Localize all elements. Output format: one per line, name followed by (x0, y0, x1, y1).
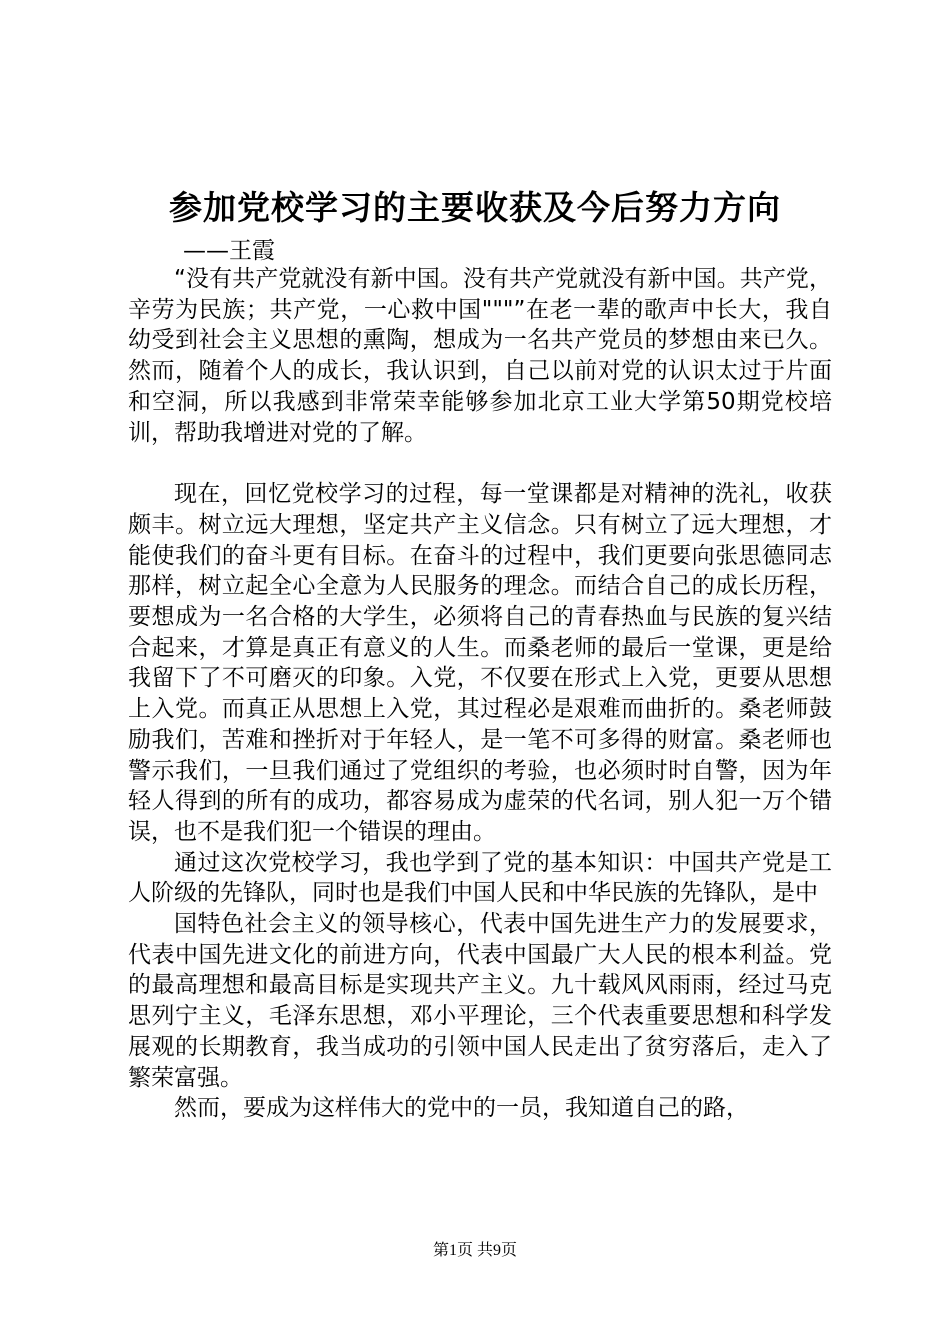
paragraph-4: 国特色社会主义的领导核心，代表中国先进生产力的发展要求，代表中国先进文化的前进方向，代表中国最广大人民的根本利益。党的最高理想和最高目标是实现共产主义。九十载风风雨雨，经过马克思列宁主义，毛泽东思想，邓小平理论，三个代表重要思想和科学发展观的长期教育，我当成功的引领中国人民走出了贫穷落后，走入了繁荣富强。 (128, 911, 832, 1091)
document-body (128, 264, 832, 1124)
paragraph-2: 现在，回忆党校学习的过程，每一堂课都是对精神的洗礼，收获颇丰。树立远大理想，坚定共产主义信念。只有树立了远大理想，才能使我们的奋斗更有目标。在奋斗的过程中，我们更要向张思德同志那样，树立起全心全意为人民服务的理念。而结合自己的成长历程，要想成为一名合格的大学生，必须将自己的青春热血与民族的复兴结合起来，才算是真正有意义的人生。而桑老师的最后一堂课，更是给我留下了不可磨灭的印象。入党，不仅要在形式上入党，更要从思想上入党。而真正从思想上入党，其过程必是艰难而曲折的。桑老师鼓励我们，苦难和挫折对于年轻人，是一笔不可多得的财富。桑老师也警示我们，一旦我们通过了党组织的考验，也必须时时自警，因为年轻人得到的所有的成功，都容易成为虚荣的代名词，别人犯一万个错误，也不是我们犯一个错误的理由。 (128, 481, 832, 845)
author-line: ——王霞 (183, 238, 275, 264)
document-title: 参加党校学习的主要收获及今后努力方向 (169, 188, 781, 227)
paragraph-5: 然而，要成为这样伟大的党中的一员，我知道自己的路， (174, 1095, 749, 1122)
paragraph-3: 通过这次党校学习，我也学到了党的基本知识：中国共产党是工人阶级的先锋队，同时也是我们中国人民和中华民族的先锋队，是中 (128, 849, 832, 907)
paragraph-1: “没有共产党就没有新中国。没有共产党就没有新中国。共产党，辛劳为民族；共产党，一心救中国"""”在老一辈的歌声中长大，我自幼受到社会主义思想的熏陶，想成为一名共产党员的梦想由来已久。然而，随着个人的成长，我认识到，自己以前对党的认识太过于片面和空洞，所以我感到非常荣幸能够参加北京工业大学第50期党校培训，帮助我增进对党的了解。 (128, 266, 832, 446)
page-number-footer: 第1页 共9页 (432, 1242, 517, 1259)
